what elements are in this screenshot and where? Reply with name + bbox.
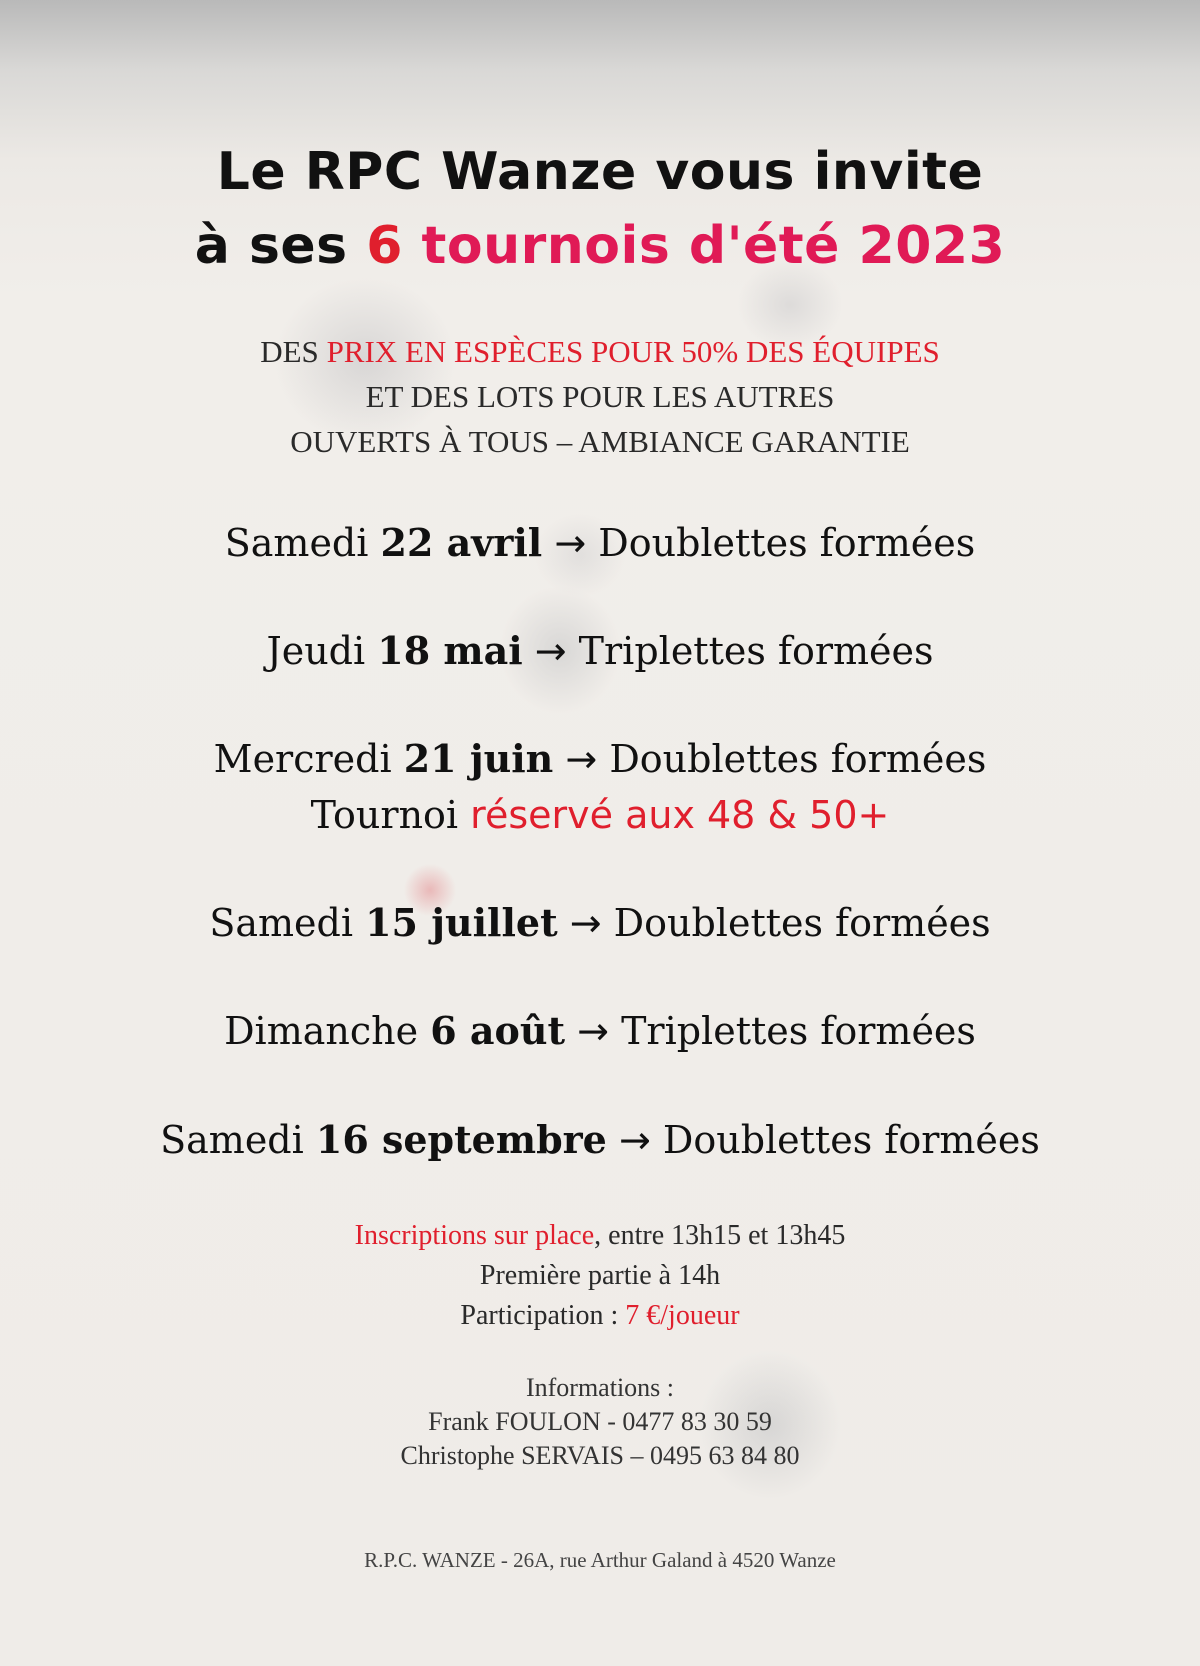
event-note-prefix: Tournoi [310, 793, 471, 837]
arrow-right-icon: → [569, 901, 602, 945]
event-type: Doublettes formées [598, 521, 976, 565]
intro-prize-highlight: PRIX EN ESPÈCES POUR 50% DES ÉQUIPES [326, 334, 940, 369]
contacts-label: Informations : [525, 1373, 675, 1402]
event-3 [0, 731, 1200, 787]
event-4 [0, 895, 1200, 951]
event-day: Jeudi [266, 629, 366, 673]
event-type: Triplettes formées [578, 629, 934, 673]
event-day: Samedi [224, 521, 369, 565]
event-date: 6 août [430, 1008, 566, 1053]
event-day: Mercredi [213, 737, 392, 781]
arrow-right-icon: → [534, 629, 567, 673]
registration-line [0, 1216, 1200, 1256]
event-date: 16 septembre [315, 1117, 607, 1162]
event-type: Doublettes formées [609, 737, 987, 781]
fee-label: Participation : [460, 1300, 626, 1331]
title-line-2 [0, 209, 1200, 283]
contact-line-1: Frank FOULON - 0477 83 30 59 [428, 1407, 772, 1436]
arrow-right-icon: → [618, 1118, 651, 1162]
event-1 [0, 515, 1200, 571]
title-line-1 [0, 135, 1200, 209]
registration-time: , entre 13h15 et 13h45 [594, 1220, 846, 1251]
event-day: Samedi [160, 1118, 304, 1162]
intro-line-3: OUVERTS À TOUS – AMBIANCE GARANTIE [290, 424, 910, 459]
event-3-note [0, 787, 1200, 843]
first-game-line: Première partie à 14h [479, 1260, 721, 1291]
event-6 [0, 1112, 1200, 1168]
fee-line [0, 1296, 1200, 1336]
arrow-right-icon: → [554, 521, 587, 565]
intro-line-2: ET DES LOTS POUR LES AUTRES [365, 379, 835, 414]
event-type: Doublettes formées [662, 1118, 1040, 1162]
footer-address: R.P.C. WANZE - 26A, rue Arthur Galand à 4520 Wanze [364, 1548, 836, 1572]
title-line-1-text: Le RPC Wanze vous invite [216, 142, 984, 202]
event-date: 18 mai [377, 628, 523, 673]
title-tournament-count: 6 [366, 216, 403, 276]
title-tournaments-highlight: tournois d'été 2023 [402, 216, 1006, 276]
event-5 [0, 1003, 1200, 1059]
fee-amount: 7 €/joueur [625, 1300, 740, 1331]
arrow-right-icon: → [577, 1009, 609, 1053]
event-date: 15 juillet [365, 900, 558, 945]
event-date: 22 avril [380, 520, 543, 565]
event-2 [0, 623, 1200, 679]
intro-line-1 [0, 329, 1200, 374]
event-type: Doublettes formées [613, 901, 991, 945]
event-date: 21 juin [403, 736, 554, 781]
registration-highlight: Inscriptions sur place [354, 1220, 595, 1251]
event-day: Samedi [209, 901, 353, 945]
contact-line-2: Christophe SERVAIS – 0495 63 84 80 [400, 1441, 800, 1470]
event-note-highlight: réservé aux 48 & 50+ [470, 793, 890, 837]
intro-line-1-prefix: DES [260, 334, 327, 369]
event-day: Dimanche [224, 1009, 419, 1053]
arrow-right-icon: → [565, 737, 598, 781]
event-type: Triplettes formées [621, 1009, 976, 1053]
title-line-2-prefix: à ses [194, 216, 367, 276]
